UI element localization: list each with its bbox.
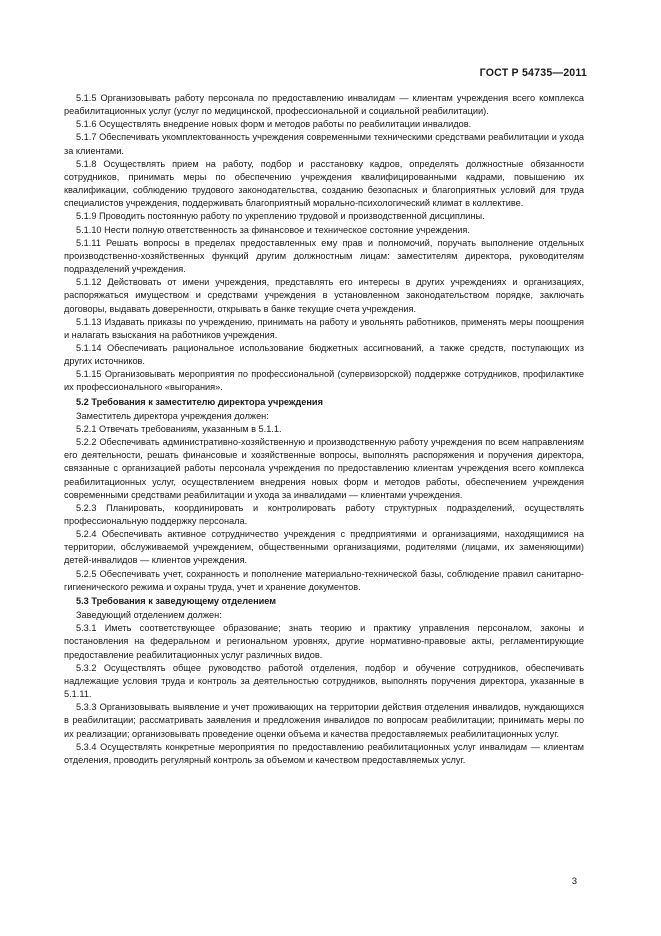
paragraph: 5.3.4 Осуществлять конкретные мероприятия по предоставлению реабилитационных услуг инвалидам — клиентам отделения, проводить регулярный контроль за объемом и качеством предоставляемых услуг. (64, 741, 584, 765)
paragraph: 5.1.14 Обеспечивать рациональное использование бюджетных ассигнований, а также средств, поступающих из других источников. (64, 342, 584, 367)
paragraph: 5.1.5 Организовывать работу персонала по предоставлению инвалидам — клиентам учреждения всего комплекса реабилитационных услуг (услуг по медицинской, профессиональной и социальной реабилитации). (64, 93, 584, 117)
paragraph: 5.2.1 Отвечать требованиям, указанным в 5.1.1. (76, 423, 282, 434)
paragraph: 5.1.6 Осуществлять внедрение новых форм и методов работы по реабилитации инвалидов. (76, 119, 472, 130)
paragraph: 5.2.5 Обеспечивать учет, сохранность и пополнение материально-технической базы, соблюдение правил санитарно-гигиенического режима и охраны труда, учет и хранение документов. (64, 568, 584, 592)
paragraph: 5.1.12 Действовать от имени учреждения, представлять его интересы в других учреждениях и организациях, распоряжаться имуществом и средствами учреждения в установленном законодательством порядке, заключать договоры, выдавать доверенности, открывать в банке текущие счета учреждения. (64, 277, 584, 314)
paragraph: Заместитель директора учреждения должен: (76, 410, 269, 421)
paragraph: 5.1.9 Проводить постоянную работу по укреплению трудовой и производственной дисциплины. (76, 211, 485, 222)
section-heading: 5.2 Требования к заместителю директора учреждения (76, 396, 323, 407)
section-heading: 5.3 Требования к заведующему отделением (76, 595, 277, 606)
paragraph: 5.3.3 Организовывать выявление и учет проживающих на территории действия отделения инвалидов, нуждающихся в реабилитации; рассматривать заявления и предложения инвалидов по вопросам реабилитации; принимать меры по их реализации; организовывать проведение оценки объема и качества предоставляемых реабилитационных услуг. (64, 702, 584, 739)
paragraph: 5.1.13 Издавать приказы по учреждению, принимать на работу и увольнять работников, применять меры поощрения и налагать взыскания на работников учреждения. (64, 316, 584, 340)
document-body (64, 92, 584, 767)
paragraph: 5.1.10 Нести полную ответственность за финансовое и техническое состояние учреждения. (76, 224, 470, 235)
paragraph: 5.3.2 Осуществлять общее руководство работой отделения, подбор и обучение сотрудников, обеспечивать надлежащие условия труда и контроль за деятельностью сотрудников, выполнять поручения директора, указанные в 5.1.11. (64, 662, 584, 700)
page-number: 3 (571, 876, 577, 887)
paragraph: 5.1.15 Организовывать мероприятия по профессиональной (супервизорской) поддержке сотрудников, профилактике их профессионального «выгорания». (64, 369, 584, 393)
document-header: ГОСТ Р 54735—2011 (479, 67, 587, 79)
paragraph: 5.1.8 Осуществлять прием на работу, подбор и расстановку кадров, определять должностные обязанности сотрудников, принимать меры по обеспечению учреждения квалифицированными кадрами, повышению их квалификации, соблюдению трудового законодательства, созданию безопасных и благоприятных условий для труда специалистов учреждения, поддерживать благоприятный морально-психологический климат в коллективе. (64, 158, 584, 209)
paragraph: 5.1.11 Решать вопросы в пределах предоставленных ему прав и полномочий, поручать выполнение отдельных производственно-хозяйственных функций другим должностным лицам: заместителям директора, руководителям подразделений учреждения. (64, 237, 584, 275)
paragraph: Заведующий отделением должен: (76, 610, 222, 621)
paragraph: 5.2.4 Обеспечивать активное сотрудничество учреждения с предприятиями и организациями, находящимися на территории, обслуживаемой учреждением, общественными организациями, родителями (лицами, их заменяющими) детей-инвалидов — клиентов учреждения. (64, 529, 584, 566)
paragraph: 5.3.1 Иметь соответствующее образование; знать теорию и практику управления персоналом, законы и постановления на федеральном и региональном уровнях, другие нормативно-правовые акты, регламентирующие предоставление реабилитационных услуг различных видов. (64, 623, 584, 660)
paragraph: 5.1.7 Обеспечивать укомплектованность учреждения современными техническими средствами реабилитации и ухода за клиентами. (64, 132, 584, 156)
paragraph: 5.2.2 Обеспечивать административно-хозяйственную и производственную работу учреждения по всем направлениям его деятельности, решать финансовые и хозяйственные вопросы, выполнять распоряжения и поручения директора, связанные с организацией работы персонала учреждения по предоставлению клиентам учреждения всего комплекса реабилитационных услуг, осуществлением внедрения новых форм и методов работы, обеспечением учреждения современными средствами реабилитации и ухода за инвалидами — клиентами учреждения. (64, 437, 584, 500)
paragraph: 5.2.3 Планировать, координировать и контролировать работу структурных подразделений, осуществлять профессиональную поддержку персонала. (64, 502, 584, 526)
